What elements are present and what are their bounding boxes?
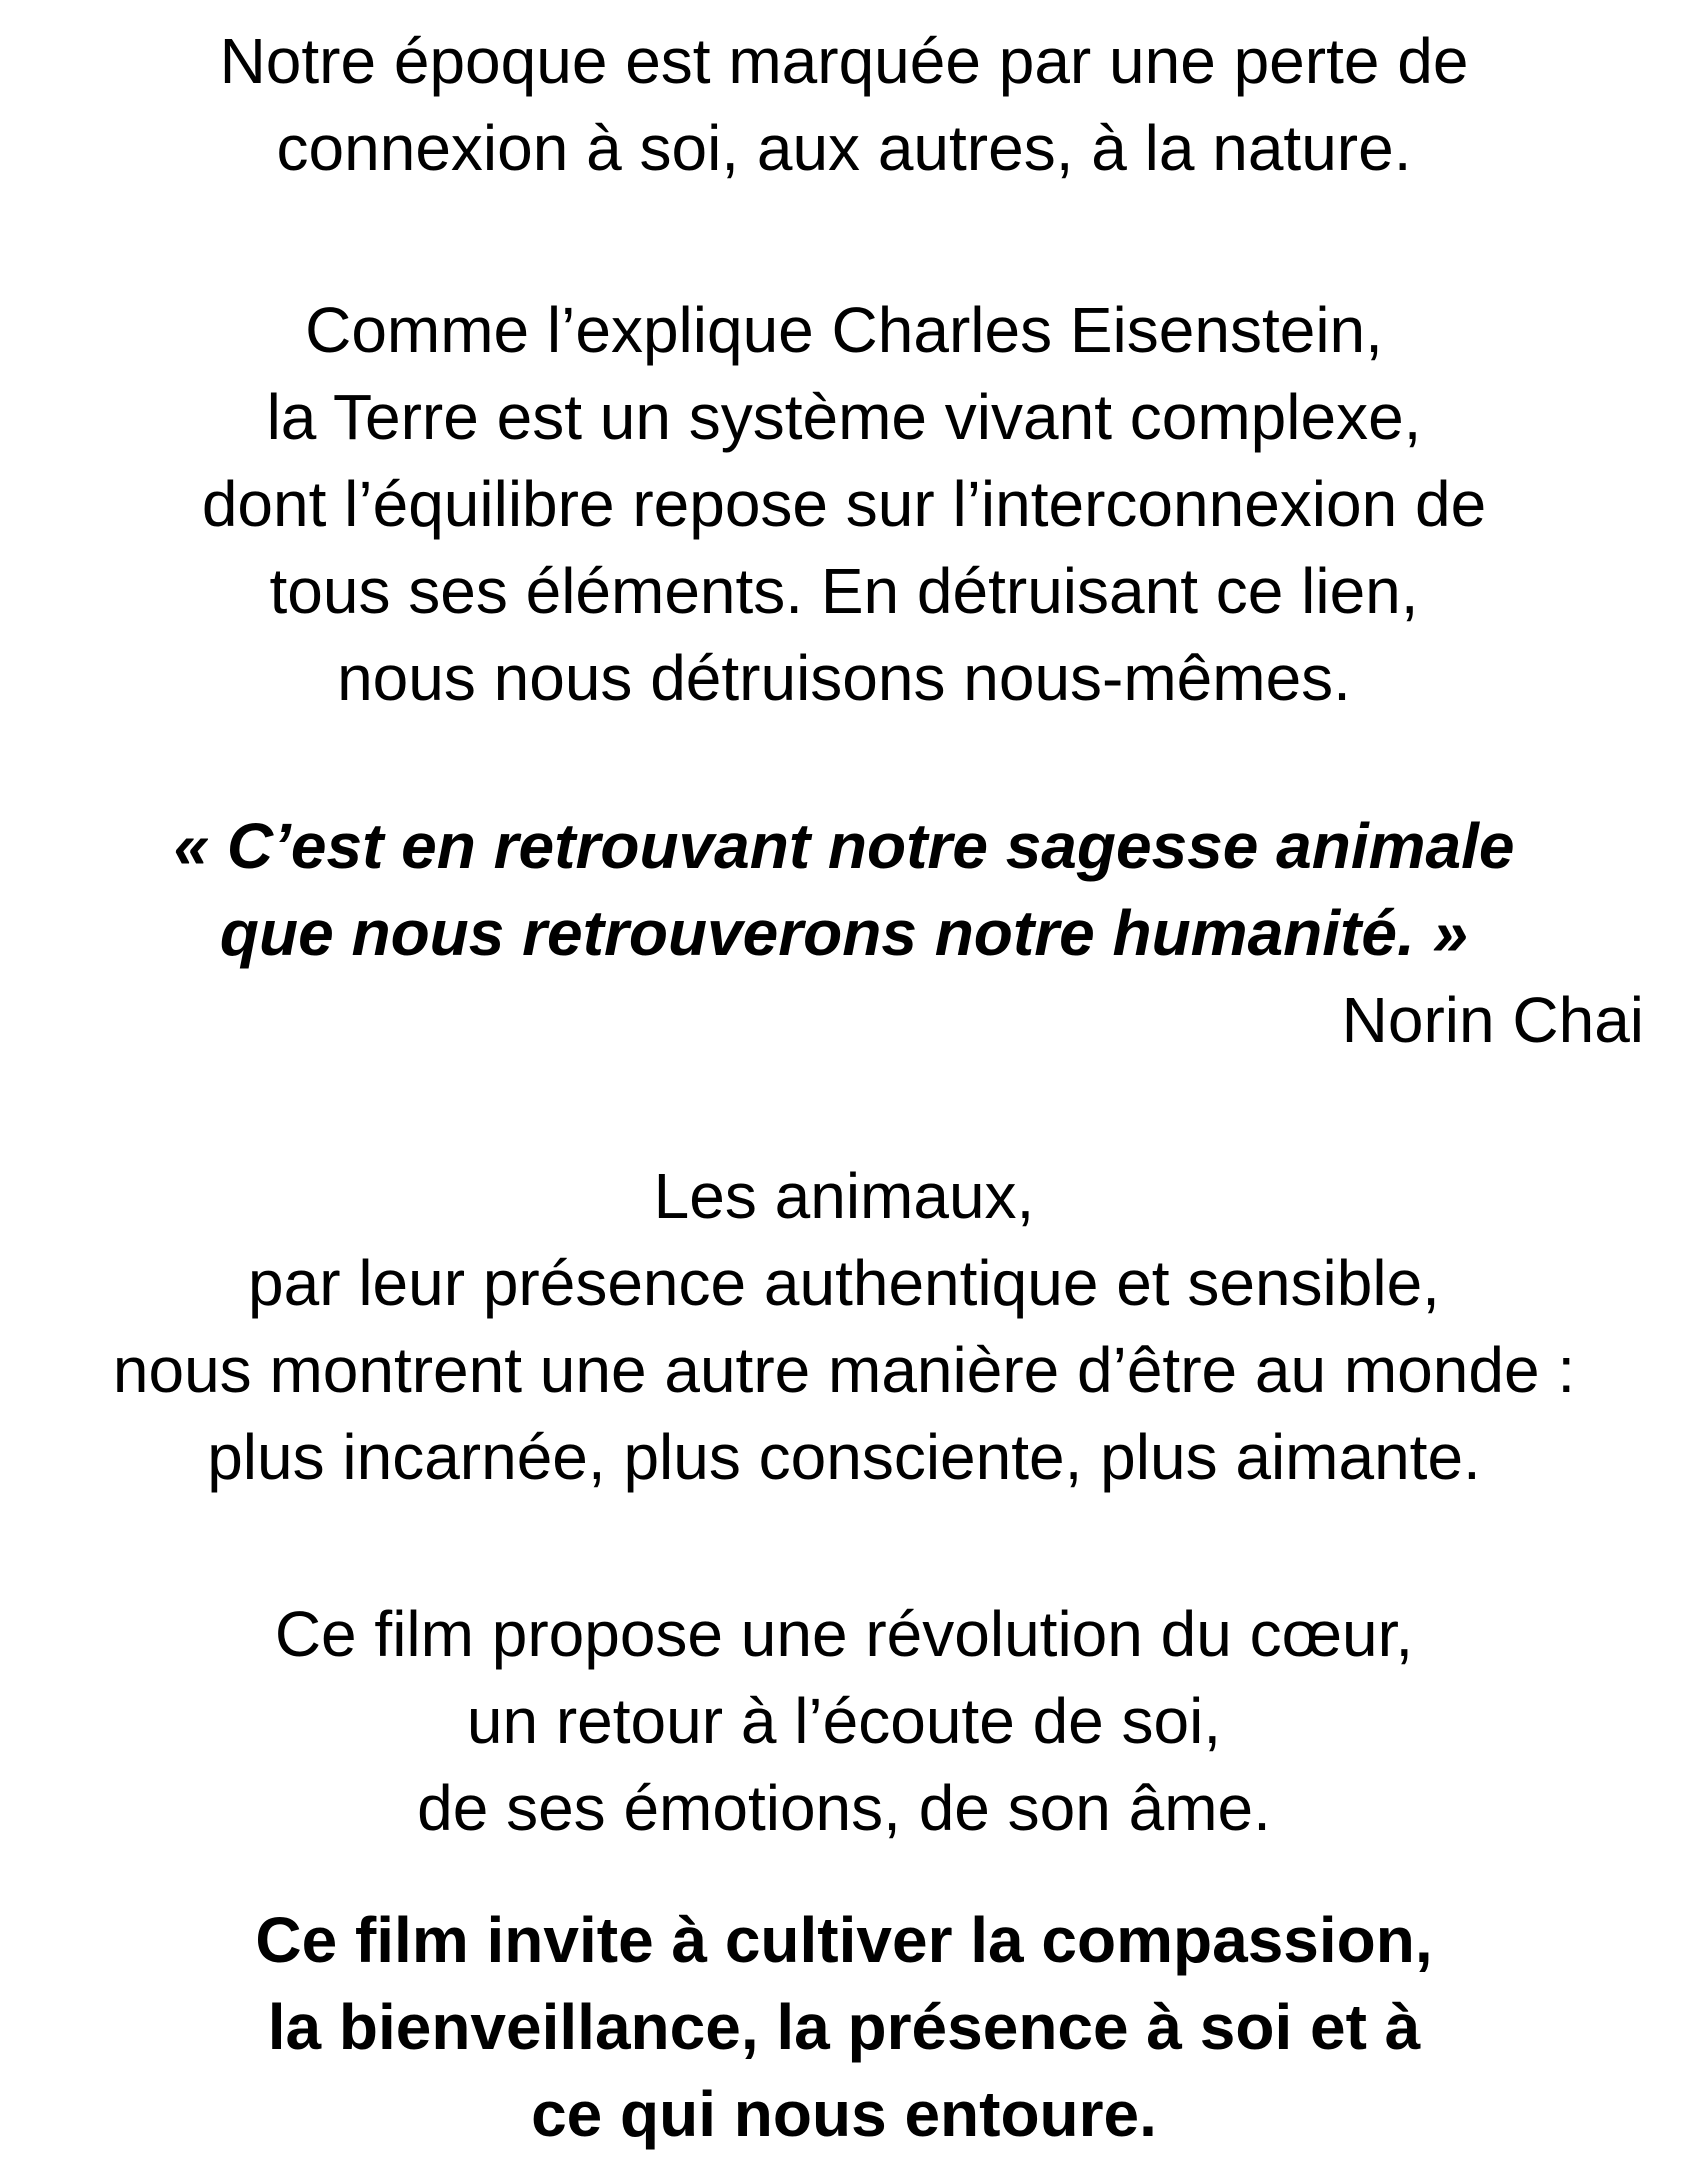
- text-line: Les animaux,: [653, 1160, 1035, 1232]
- text-line: par leur présence authentique et sensible,: [248, 1247, 1440, 1319]
- film-proposal-paragraph: [0, 1591, 1688, 1852]
- text-line: plus incarnée, plus consciente, plus aimante.: [207, 1421, 1481, 1493]
- quote-line: « C’est en retrouvant notre sagesse animale: [173, 810, 1515, 882]
- text-line: tous ses éléments. En détruisant ce lien,: [269, 555, 1419, 627]
- eisenstein-paragraph: [0, 287, 1688, 722]
- film-invitation-paragraph: [0, 1897, 1688, 2158]
- animals-paragraph: [0, 1153, 1688, 1501]
- text-line: nous nous détruisons nous-mêmes.: [337, 642, 1351, 714]
- text-line: la Terre est un système vivant complexe,: [266, 381, 1422, 453]
- quote-author: Norin Chai: [1341, 984, 1644, 1056]
- text-line: Ce film propose une révolution du cœur,: [274, 1598, 1414, 1670]
- text-line: dont l’équilibre repose sur l’interconnexion de: [201, 468, 1487, 540]
- text-line: de ses émotions, de son âme.: [417, 1772, 1271, 1844]
- intro-paragraph: [0, 18, 1688, 192]
- text-line: Ce film invite à cultiver la compassion,: [255, 1904, 1433, 1976]
- quote-line: que nous retrouverons notre humanité. »: [219, 897, 1469, 969]
- text-line: ce qui nous entoure.: [531, 2078, 1157, 2150]
- text-line: la bienveillance, la présence à soi et à: [267, 1991, 1421, 2063]
- text-line: nous montrent une autre manière d’être au monde :: [112, 1334, 1576, 1406]
- text-line: Notre époque est marquée par une perte de: [219, 25, 1469, 97]
- text-line: connexion à soi, aux autres, à la nature.: [276, 112, 1412, 184]
- text-line: un retour à l’écoute de soi,: [466, 1685, 1222, 1757]
- quote-block: [0, 803, 1688, 977]
- text-line: Comme l’explique Charles Eisenstein,: [305, 294, 1383, 366]
